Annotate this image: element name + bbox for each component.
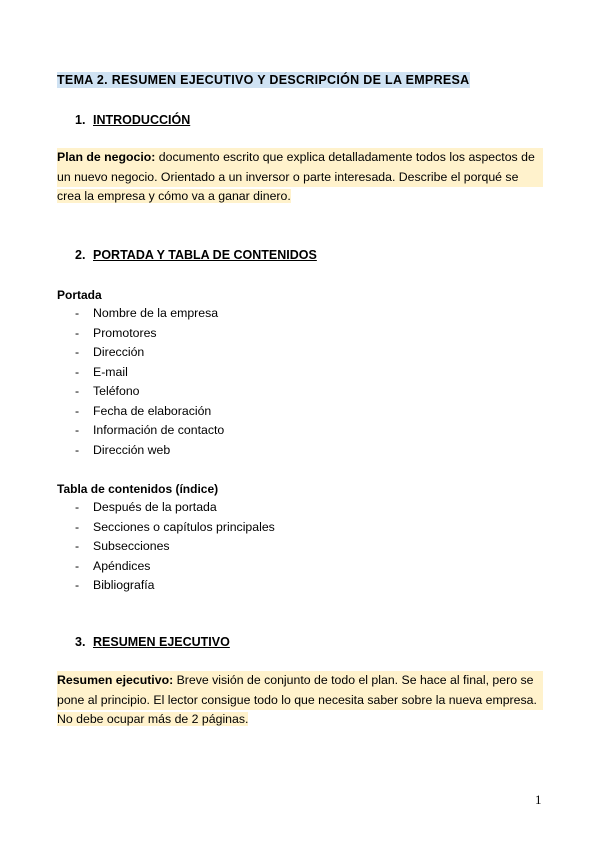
term-label: Resumen ejecutivo: (57, 673, 174, 687)
section-number: 3. (75, 635, 86, 649)
dash-bullet: - (75, 500, 80, 514)
list-item (75, 402, 224, 422)
list-item (75, 537, 275, 557)
section-heading-portada (75, 248, 317, 262)
dash-bullet: - (75, 384, 80, 398)
list-item-text: Secciones o capítulos principales (93, 519, 275, 534)
dash-bullet: - (75, 558, 80, 573)
dash-bullet: - (75, 442, 80, 457)
list-item-text: Información de contacto (93, 423, 225, 437)
list-item (75, 421, 224, 441)
list-item-text: Dirección web (93, 442, 171, 457)
list-item (75, 441, 224, 461)
list-item (75, 498, 275, 518)
term-label: Plan de negocio: (57, 150, 156, 164)
section-number: 1. (75, 113, 86, 127)
section-title: PORTADA Y TABLA DE CONTENIDOS (93, 248, 317, 262)
paragraph-line: pone al principio. El lector consigue todo lo que necesita saber sobre la nueva empresa. (57, 691, 543, 711)
paragraph-line: documento escrito que explica detalladamente todos los aspectos de (155, 150, 535, 164)
list-item-text: Subsecciones (93, 539, 170, 553)
list-item-text: Teléfono (93, 384, 140, 398)
section-title: RESUMEN EJECUTIVO (93, 635, 230, 649)
list-item-text: Nombre de la empresa (93, 306, 219, 320)
dash-bullet: - (75, 345, 80, 359)
list-item (75, 324, 224, 344)
dash-bullet: - (75, 306, 80, 320)
portada-list (75, 304, 224, 460)
list-item-text: Promotores (93, 325, 157, 340)
list-item-text: E-mail (93, 364, 128, 379)
resumen-paragraph (57, 671, 543, 730)
list-item (75, 518, 275, 538)
dash-bullet: - (75, 364, 80, 379)
paragraph-line: un nuevo negocio. Orientado a un inversor o parte interesada. Describe el porqué se (57, 168, 543, 188)
list-item-text: Apéndices (93, 558, 151, 573)
list-item-text: Fecha de elaboración (93, 403, 212, 418)
dash-bullet: - (75, 403, 80, 418)
dash-bullet: - (75, 578, 80, 592)
list-item (75, 557, 275, 577)
list-item (75, 382, 224, 402)
dash-bullet: - (75, 519, 80, 534)
section-title: INTRODUCCIÓN (93, 113, 191, 127)
page-number: 1 (535, 792, 542, 807)
list-item-text: Bibliografía (93, 578, 155, 592)
intro-paragraph (57, 148, 543, 207)
section-heading-introduccion (75, 113, 190, 127)
dash-bullet: - (75, 423, 80, 437)
portada-label: Portada (57, 288, 102, 302)
list-item (75, 304, 224, 324)
list-item-text: Después de la portada (93, 500, 217, 514)
paragraph-line: Breve visión de conjunto de todo el plan. Se hace al final, pero se (173, 673, 534, 687)
list-item (75, 363, 224, 383)
tabla-list (75, 498, 275, 596)
tabla-label: Tabla de contenidos (índice) (57, 482, 219, 496)
list-item (75, 343, 224, 363)
section-number: 2. (75, 248, 86, 262)
dash-bullet: - (75, 539, 80, 553)
list-item (75, 576, 275, 596)
document-title: TEMA 2. RESUMEN EJECUTIVO Y DESCRIPCIÓN DE LA EMPRESA (57, 73, 470, 87)
list-item-text: Dirección (93, 345, 145, 359)
dash-bullet: - (75, 325, 80, 340)
paragraph-line: No debe ocupar más de 2 páginas. (57, 712, 249, 727)
paragraph-line: crea la empresa y cómo va a ganar dinero. (57, 189, 291, 204)
section-heading-resumen (75, 635, 230, 649)
